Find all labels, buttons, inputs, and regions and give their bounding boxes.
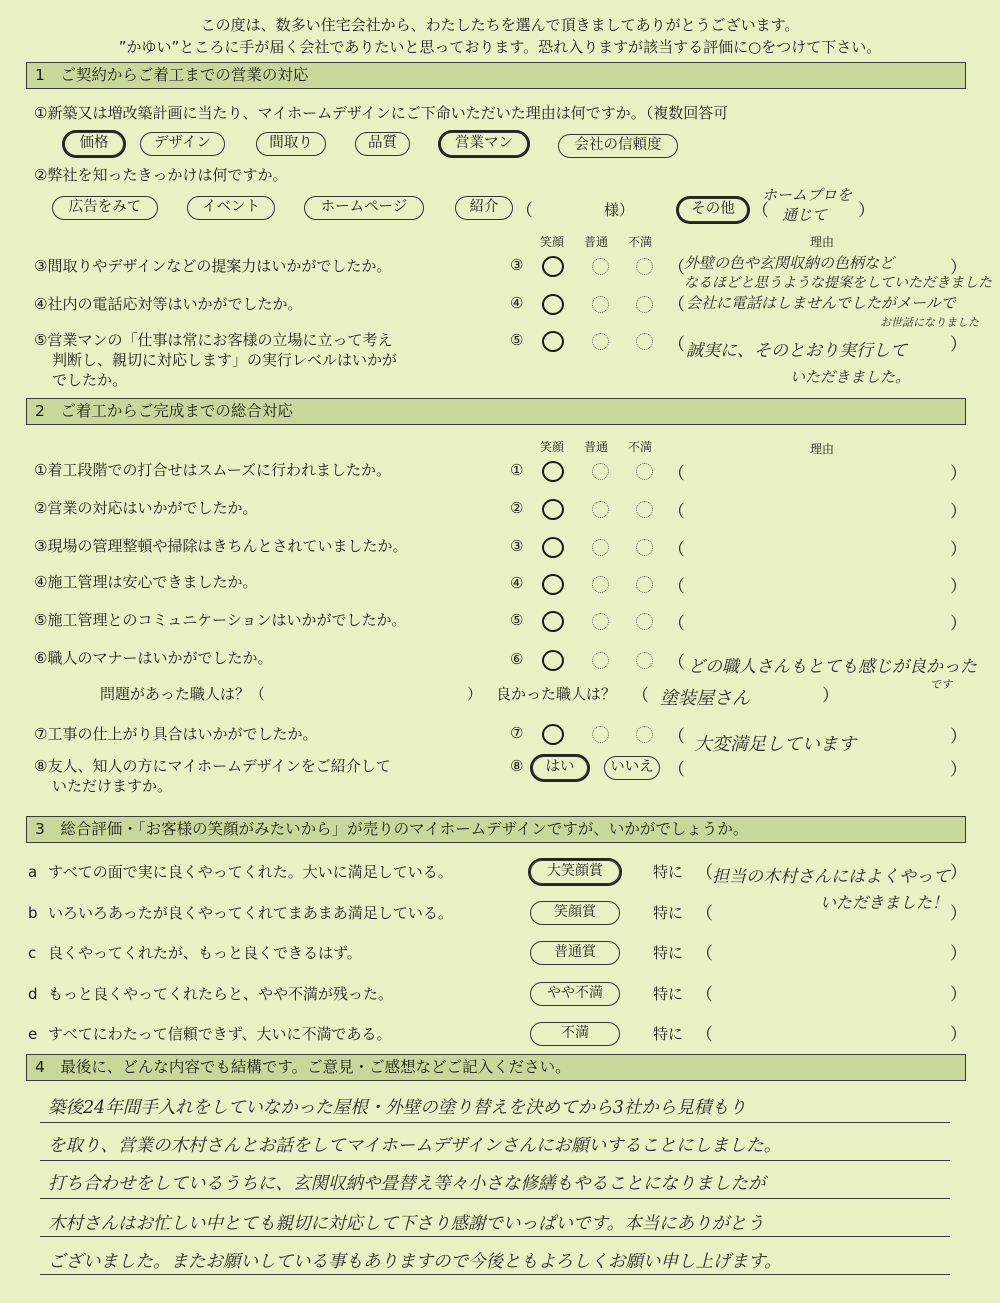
good-worker-close: ） xyxy=(822,686,839,706)
option-price[interactable]: 価格 xyxy=(64,132,124,156)
s2-q2-text: ②営業の対応はいかがでしたか。 xyxy=(34,499,258,517)
s1-q4-num: ④ xyxy=(510,294,524,312)
row-c-letter: c xyxy=(28,944,37,962)
row-b-tokuni: 特に xyxy=(653,904,684,922)
row-a-letter: a xyxy=(28,863,38,881)
s2-q6-num: ⑥ xyxy=(510,650,524,668)
s2-q3-dissatisfied-radio[interactable] xyxy=(636,539,653,556)
option-salesman[interactable]: 営業マン xyxy=(440,132,528,156)
s1-q1-text: ①新築又は増改築計画に当たり、マイホームデザインにご下命いただいた理由は何ですか。（複数回答可 xyxy=(34,104,729,122)
row-d-letter: d xyxy=(28,985,38,1003)
s2-q1-paren-open: （ xyxy=(668,464,685,484)
s2-header-smile: 笑顔 xyxy=(540,440,565,454)
comment-rule-3 xyxy=(40,1198,950,1199)
s1-q5-text-3: でしたか。 xyxy=(52,371,128,389)
good-worker-value: 塗装屋さん xyxy=(660,688,750,709)
s2-q7-paren-close: ） xyxy=(950,727,967,747)
good-worker-open: （ xyxy=(632,686,649,706)
s2-q1-smile-radio[interactable] xyxy=(542,461,564,482)
s2-q3-num: ③ xyxy=(510,537,524,555)
s1-header-dissatisfied: 不満 xyxy=(628,235,653,249)
award-big-smile[interactable]: 大笑顔賞 xyxy=(530,860,620,884)
s1-q4-dissatisfied-radio[interactable] xyxy=(636,296,653,313)
s1-header-smile: 笑顔 xyxy=(540,235,565,249)
s2-q5-dissatisfied-radio[interactable] xyxy=(636,613,653,630)
award-normal[interactable]: 普通賞 xyxy=(530,941,620,965)
comment-line-5: ございました。またお願いしている事もありますので今後ともよろしくお願い申し上げます。 xyxy=(48,1252,782,1272)
other-paren-open: （ xyxy=(752,201,769,221)
s1-q2-text: ②弊社を知ったきっかけは何ですか。 xyxy=(34,166,288,184)
s1-q4-smile-radio[interactable] xyxy=(542,294,564,315)
option-homepage[interactable]: ホームページ xyxy=(304,196,424,220)
s2-q1-text: ①着工段階での打合せはスムーズに行われましたか。 xyxy=(34,461,391,479)
s1-q3-paren-open: （ xyxy=(668,258,685,278)
s2-q7-paren-open: （ xyxy=(668,727,685,747)
s2-q8-num: ⑧ xyxy=(510,757,524,775)
s2-q2-normal-radio[interactable] xyxy=(592,501,609,518)
s1-q5-text-2: 判断し、親切に対応します」の実行レベルはいかが xyxy=(52,351,398,369)
bad-worker-label: 問題があった職人は？（ xyxy=(100,685,265,703)
section-1-title: 1 ご契約からご着工までの営業の対応 xyxy=(26,62,966,89)
s2-header-reason: 理由 xyxy=(810,442,835,456)
good-worker-label: 良かった職人は？ xyxy=(496,685,617,703)
s2-q6-note-2: です xyxy=(930,678,952,691)
comment-line-4: 木村さんはお忙しい中とても親切に対応して下さり感謝でいっぱいです。本当にありがとう xyxy=(48,1214,765,1234)
s1-header-normal: 普通 xyxy=(584,235,609,249)
s1-q3-num: ③ xyxy=(510,256,524,274)
comment-line-3: 打ち合わせをしているうちに、玄関収納や畳替え等々小さな修繕もやることになりましたが xyxy=(48,1174,766,1194)
s1-q5-normal-radio[interactable] xyxy=(592,333,609,350)
s1-q4-text: ④社内の電話応対等はいかがでしたか。 xyxy=(34,295,303,313)
comment-rule-5 xyxy=(40,1274,950,1275)
s2-q5-paren-close: ） xyxy=(950,614,967,634)
s1-q5-text-1: ⑤営業マンの「仕事は常にお客様の立場に立って考え xyxy=(34,331,393,349)
option-quality[interactable]: 品質 xyxy=(355,132,410,156)
s2-q7-dissatisfied-radio[interactable] xyxy=(636,726,653,743)
row-e-text: すべてにわたって信頼できず、大いに不満である。 xyxy=(48,1025,392,1043)
comment-rule-1 xyxy=(40,1122,950,1123)
option-reliability[interactable]: 会社の信頼度 xyxy=(558,134,678,158)
s1-q5-paren-open: （ xyxy=(668,335,685,355)
s2-q4-paren-open: （ xyxy=(668,577,685,597)
s2-q6-paren-open: （ xyxy=(668,653,685,673)
s2-q5-text: ⑤施工管理とのコミュニケーションはいかがでしたか。 xyxy=(34,611,407,629)
s2-q8-paren-open: （ xyxy=(668,760,685,780)
s2-q4-text: ④施工管理は安心できましたか。 xyxy=(34,573,258,591)
row-b-paren-open: （ xyxy=(696,904,713,924)
s2-q1-num: ① xyxy=(510,461,524,479)
s2-q3-smile-radio[interactable] xyxy=(542,537,564,558)
s2-q7-normal-radio[interactable] xyxy=(592,726,609,743)
s2-q5-num: ⑤ xyxy=(510,611,524,629)
section-4-title: 4 最後に、どんな内容でも結構です。ご意見・ご感想などご記入ください。 xyxy=(26,1054,966,1081)
row-a-note: 担当の木村さんにはよくやって xyxy=(712,867,950,887)
s1-q3-note-2: なるほどと思うような提案をしていただきました xyxy=(684,275,992,291)
s1-q4-note-2: お世話になりました xyxy=(880,316,979,329)
s2-q4-normal-radio[interactable] xyxy=(592,576,609,593)
s1-q5-paren-close: ） xyxy=(950,335,967,355)
row-b-paren-close: ） xyxy=(950,904,967,924)
s2-q2-num: ② xyxy=(510,499,524,517)
award-smile[interactable]: 笑顔賞 xyxy=(530,901,620,925)
comment-line-2: を取り、営業の木村さんとお話をしてマイホームデザインさんにお願いすることにしました。 xyxy=(48,1136,782,1156)
other-note-2: 通じて xyxy=(782,206,828,224)
s2-q2-dissatisfied-radio[interactable] xyxy=(636,501,653,518)
comment-rule-4 xyxy=(40,1236,950,1237)
s2-q5-smile-radio[interactable] xyxy=(542,611,564,632)
s1-q5-dissatisfied-radio[interactable] xyxy=(636,333,653,350)
s2-q6-smile-radio[interactable] xyxy=(542,650,564,671)
s2-q7-note: 大変満足しています xyxy=(694,734,856,755)
bad-worker-close: ） xyxy=(467,685,483,703)
s1-header-reason: 理由 xyxy=(810,235,835,249)
s2-q7-smile-radio[interactable] xyxy=(542,724,564,745)
row-c-text: 良くやってくれたが、もっと良くできるはず。 xyxy=(48,944,362,962)
s2-q3-text: ③現場の管理整頓や掃除はきちんとされていましたか。 xyxy=(34,537,408,555)
section-3-title: 3 総合評価・「お客様の笑顔がみたいから」が売りのマイホームデザインですが、いかがでしょうか。 xyxy=(26,816,966,843)
s2-q4-paren-close: ） xyxy=(950,577,967,597)
s2-q4-smile-radio[interactable] xyxy=(542,574,564,595)
s1-q4-paren-open: （ xyxy=(668,295,685,315)
row-a-paren-close: ） xyxy=(950,863,967,883)
s2-q8-text-1: ⑧友人、知人の方にマイホームデザインをご紹介して xyxy=(34,757,391,775)
option-other[interactable]: その他 xyxy=(678,198,748,222)
s2-q1-normal-radio[interactable] xyxy=(592,463,609,480)
award-slightly-dissatisfied[interactable]: やや不満 xyxy=(530,982,620,1006)
row-a-paren-open: （ xyxy=(696,863,713,883)
s2-q1-dissatisfied-radio[interactable] xyxy=(636,463,653,480)
s2-q6-normal-radio[interactable] xyxy=(592,652,609,669)
s1-q3-smile-radio[interactable] xyxy=(542,256,564,277)
row-d-text: もっと良くやってくれたらと、やや不満が残った。 xyxy=(48,985,394,1003)
comment-rule-2 xyxy=(40,1160,950,1161)
option-event[interactable]: イベント xyxy=(187,196,275,220)
option-referral[interactable]: 紹介 xyxy=(455,196,513,220)
s2-q4-num: ④ xyxy=(510,574,524,592)
s1-q4-note-1: 会社に電話はしませんでしたがメールで xyxy=(686,294,956,312)
row-e-tokuni: 特に xyxy=(653,1025,684,1043)
s2-q3-paren-close: ） xyxy=(950,540,967,560)
row-c-tokuni: 特に xyxy=(653,944,684,962)
row-c-paren-open: （ xyxy=(696,944,713,964)
row-a-text: すべての面で実に良くやってくれた。大いに満足している。 xyxy=(48,863,453,881)
other-paren-close: ） xyxy=(858,201,875,221)
s1-q3-paren-close: ） xyxy=(950,258,967,278)
row-e-paren-open: （ xyxy=(696,1025,713,1045)
section-2-title: 2 ご着工からご完成までの総合対応 xyxy=(26,398,966,425)
row-a-tokuni: 特に xyxy=(653,863,684,881)
s1-q5-note-2: いただきました。 xyxy=(790,368,911,386)
row-b-text: いろいろあったが良くやってくれてまあまあ満足している。 xyxy=(48,904,453,922)
row-d-paren-open: （ xyxy=(696,985,713,1005)
s1-q3-text: ③間取りやデザインなどの提案力はいかがでしたか。 xyxy=(34,257,392,275)
s2-q2-paren-close: ） xyxy=(950,502,967,522)
s2-q7-num: ⑦ xyxy=(510,724,524,742)
comment-line-1: 築後24年間手入れをしていなかった屋根・外壁の塗り替えを決めてから3社から見積もり xyxy=(48,1098,747,1118)
s2-q1-paren-close: ） xyxy=(950,464,967,484)
s1-q4-normal-radio[interactable] xyxy=(592,296,609,313)
row-e-paren-close: ） xyxy=(950,1025,967,1045)
s1-q3-note-1: 外壁の色や玄関収納の色柄など xyxy=(684,254,895,272)
s2-header-dissatisfied: 不満 xyxy=(628,440,653,454)
s2-q6-text: ⑥職人のマナーはいかがでしたか。 xyxy=(34,649,273,667)
s1-q5-note-1: 誠実に、そのとおり実行して xyxy=(686,341,907,361)
s2-q4-dissatisfied-radio[interactable] xyxy=(636,576,653,593)
option-design[interactable]: デザイン xyxy=(140,132,225,156)
award-dissatisfied[interactable]: 不満 xyxy=(530,1022,620,1046)
s2-q6-dissatisfied-radio[interactable] xyxy=(636,652,653,669)
intro-line-1: この度は、数多い住宅会社から、わたしたちを選んで頂きましてありがとうございます。 xyxy=(200,16,800,34)
row-d-tokuni: 特に xyxy=(653,985,684,1003)
s1-q5-num: ⑤ xyxy=(510,331,524,349)
row-b-letter: b xyxy=(28,904,38,922)
s2-q3-paren-open: （ xyxy=(668,540,685,560)
recommend-no[interactable]: いいえ xyxy=(604,756,660,780)
row-e-letter: e xyxy=(28,1025,38,1043)
s1-q3-normal-radio[interactable] xyxy=(592,258,609,275)
other-note-1: ホームプロを xyxy=(762,186,853,204)
row-b-note: いただきました！ xyxy=(820,893,949,912)
referral-paren-open: （ xyxy=(516,201,533,221)
referral-sama: 様） xyxy=(604,201,635,219)
s1-q5-smile-radio[interactable] xyxy=(542,331,564,352)
recommend-yes[interactable]: はい xyxy=(532,756,588,780)
s2-q5-paren-open: （ xyxy=(668,614,685,634)
s2-q6-note-1: どの職人さんもとても感じが良かった xyxy=(688,657,977,677)
s2-q5-normal-radio[interactable] xyxy=(592,613,609,630)
s1-q3-dissatisfied-radio[interactable] xyxy=(636,258,653,275)
s2-q2-smile-radio[interactable] xyxy=(542,499,564,520)
s2-q7-text: ⑦工事の仕上がり具合はいかがでしたか。 xyxy=(34,725,318,743)
intro-line-2: ”かゆい”ところに手が届く会社でありたいと思っております。恐れ入りますが該当する評価に○をつけて下さい。 xyxy=(118,38,882,56)
row-d-paren-close: ） xyxy=(950,985,967,1005)
s2-q2-paren-open: （ xyxy=(668,502,685,522)
s2-header-normal: 普通 xyxy=(584,440,609,454)
option-layout[interactable]: 間取り xyxy=(256,132,326,156)
s2-q3-normal-radio[interactable] xyxy=(592,539,609,556)
s2-q8-text-2: いただけますか。 xyxy=(52,777,173,795)
s2-q8-paren-close: ） xyxy=(950,760,967,780)
option-advert[interactable]: 広告をみて xyxy=(52,196,158,220)
row-c-paren-close: ） xyxy=(950,944,967,964)
